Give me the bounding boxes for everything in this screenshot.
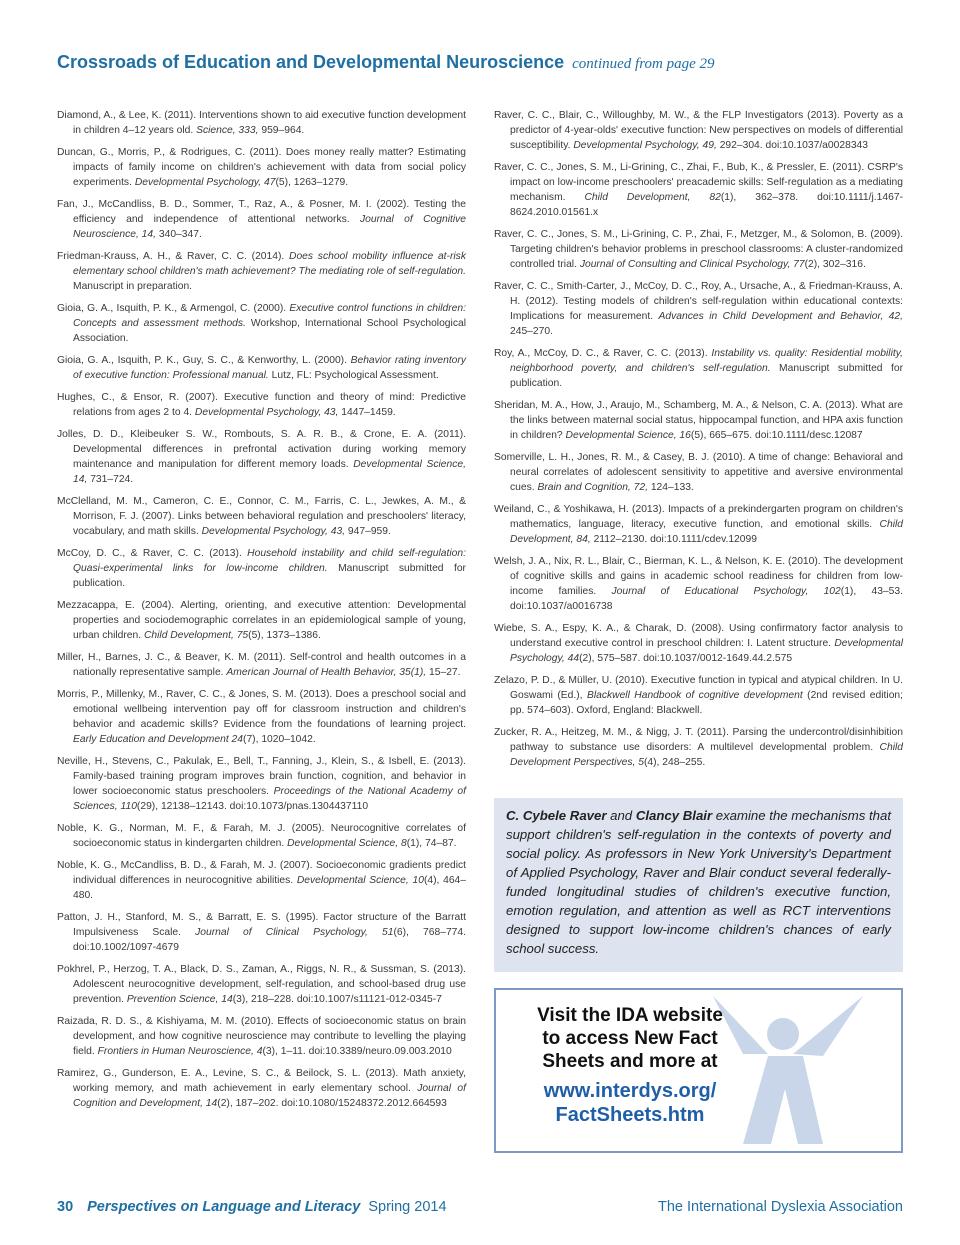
reference-entry xyxy=(57,1066,466,1111)
reference-text: Diamond, A., & Lee, K. (2011). Interventions shown to aid executive function development in children 4–12 years old. xyxy=(57,110,466,136)
reference-text: McClelland, M. M., Cameron, C. E., Connor, C. M., Farris, C. L., Jewkes, A. M., & Morrison, F. J. (2007). Links between behavioral regulation and preschoolers' literacy, vocabulary, and math skills. xyxy=(57,496,466,537)
reference-entry xyxy=(494,346,903,391)
ida-url[interactable] xyxy=(510,1079,750,1127)
reference-text: Noble, K. G., McCandliss, B. D., & Farah, M. J. (2007). Socioeconomic gradients predict individual differences in neurocognitive abilities. xyxy=(57,860,466,886)
ida-line-2: to access New Fact xyxy=(542,1028,718,1049)
reference-text: Raver, C. C., Jones, S. M., Li-Grining, C., Zhai, F., Bub, K., & Pressler, E. (2011). CSRP's impact on low-income preschoolers' preacademic skills: Self-regulation as a mediating mechanism. xyxy=(494,162,903,203)
ida-url-line-1[interactable]: www.interdys.org/ xyxy=(543,1080,717,1102)
reference-source: Developmental Science, 16 xyxy=(565,430,691,441)
reference-pages: (5), 665–675. doi:10.1111/desc.12087 xyxy=(690,430,863,441)
references-left-column xyxy=(57,108,466,1118)
reference-pages: (1), 362–378. doi:10.1111/j.1467-8624.2010.01561.x xyxy=(510,192,903,218)
reference-entry xyxy=(57,962,466,1007)
reference-text: Somerville, L. H., Jones, R. M., & Casey, B. J. (2010). A time of change: Behavioral and neural correlates of adolescent sensitivity to appetitive and aversive environmental cues. xyxy=(494,452,903,493)
continued-note: continued from page 29 xyxy=(572,56,715,72)
reference-source: Frontiers in Human Neuroscience, 4 xyxy=(97,1046,263,1057)
organization-name: The International Dyslexia Association xyxy=(657,1199,903,1215)
page-header xyxy=(57,52,714,73)
reference-pages: (7), 1020–1042. xyxy=(243,734,316,745)
reference-entry xyxy=(494,502,903,547)
reference-pages: Lutz, FL: Psychological Assessment. xyxy=(268,370,439,381)
reference-entry xyxy=(57,1014,466,1059)
reference-pages: (4), 464–480. xyxy=(73,875,467,901)
reference-entry xyxy=(57,301,466,346)
reference-pages: (2), 187–202. doi:10.1080/15248372.2012.664593 xyxy=(217,1098,447,1109)
reference-source: Executive control functions in children: Concepts and assessment methods. xyxy=(73,303,466,329)
reference-pages: (1), 43–53. doi:10.1037/a0016738 xyxy=(510,586,903,612)
reference-pages: (5), 1373–1386. xyxy=(248,630,321,641)
reference-text: Zelazo, P. D., & Müller, U. (2010). Executive function in typical and atypical children. In U. Goswami (Ed.), xyxy=(494,675,903,701)
reference-entry xyxy=(494,398,903,443)
reference-pages: (3), 1–11. doi:10.3389/neuro.09.003.2010 xyxy=(262,1046,452,1057)
reference-source: Journal of Cognition and Development, 14 xyxy=(73,1083,466,1109)
reference-source: Science, 333, xyxy=(196,125,259,136)
reference-pages: 340–347. xyxy=(156,229,202,240)
reference-pages: (2), 575–587. doi:10.1037/0012-1649.44.2.575 xyxy=(579,653,793,664)
reference-source: Child Development Perspectives, 5 xyxy=(510,742,903,768)
reference-source: Journal of Consulting and Clinical Psychology, 77 xyxy=(579,259,805,270)
reference-pages: Manuscript in preparation. xyxy=(73,281,193,292)
reference-source: Developmental Psychology, 43, xyxy=(194,407,339,418)
reference-pages: (2), 302–316. xyxy=(804,259,866,270)
author-name-1: C. Cybele Raver xyxy=(506,808,607,823)
reference-entry xyxy=(57,494,466,539)
reference-pages: 245–270. xyxy=(510,326,553,337)
reference-entry xyxy=(57,145,466,190)
reference-source: Does school mobility influence at-risk elementary school children's math achievement? The mediating role of self-regulation. xyxy=(73,251,466,277)
reference-source: Child Development, 82 xyxy=(584,192,721,203)
reference-source: Blackwell Handbook of cognitive development xyxy=(586,690,803,701)
reference-pages: (4), 248–255. xyxy=(643,757,706,768)
reference-source: American Journal of Health Behavior, 35(1), xyxy=(226,667,427,678)
reference-text: Miller, H., Barnes, J. C., & Beaver, K. M. (2011). Self-control and health outcomes in a nationally representative sample. xyxy=(57,652,466,678)
bio-and: and xyxy=(606,808,636,823)
references-right-column xyxy=(494,108,903,777)
reference-pages: 124–133. xyxy=(647,482,694,493)
reference-text: Morris, P., Millenky, M., Raver, C. C., & Jones, S. M. (2013). Does a preschool social and emotional wellbeing intervention pay off for classroom instruction and children's behavior and academic skills? Evidence from the foundations of learning project. xyxy=(57,689,466,730)
reference-source: Developmental Psychology, 47 xyxy=(134,177,276,188)
reference-pages: 15–27. xyxy=(426,667,461,678)
reference-entry xyxy=(57,390,466,420)
reference-pages: (1), 74–87. xyxy=(406,838,457,849)
reference-text: Duncan, G., Morris, P., & Rodrigues, C. (2011). Does money really matter? Estimating impacts of family income on children's achievement with data from social policy experiments. xyxy=(57,147,466,188)
reference-source: Developmental Science, 10 xyxy=(296,875,424,886)
reference-source: Journal of Cognitive Neuroscience, 14, xyxy=(73,214,466,240)
reference-source: Household instability and child self-regulation: Quasi-experimental links for low-income children. xyxy=(73,548,466,574)
reference-entry xyxy=(57,427,466,487)
reference-pages: (6), 768–774. doi:10.1002/1097-4679 xyxy=(73,927,466,953)
reference-source: Journal of Educational Psychology, 102 xyxy=(611,586,841,597)
reference-entry xyxy=(57,353,466,383)
reference-text: Jolles, D. D., Kleibeuker S. W., Rombouts, S. A. R. B., & Crone, E. A. (2011). Developmental differences in prefrontal activation during working memory maintenance and manipulation for different memory loads. xyxy=(57,429,466,470)
ida-line-3: Sheets and more at xyxy=(542,1051,718,1072)
reference-text: Gioia, G. A., Isquith, P. K., & Armengol, C. (2000). xyxy=(57,303,290,314)
reference-text: Friedman-Krauss, A. H., & Raver, C. C. (2014). xyxy=(57,251,290,262)
ida-line-1: Visit the IDA website xyxy=(537,1005,723,1026)
reference-entry xyxy=(494,450,903,495)
reference-source: Child Development, 84, xyxy=(510,519,903,545)
reference-pages: (29), 12138–12143. doi:10.1073/pnas.1304437110 xyxy=(136,801,369,812)
reference-text: Zucker, R. A., Heitzeg, M. M., & Nigg, J. T. (2011). Parsing the undercontrol/disinhibition pathway to substance use disorders: A multilevel developmental problem. xyxy=(494,727,903,753)
reference-text: Fan, J., McCandliss, B. D., Sommer, T., Raz, A., & Posner, M. I. (2002). Testing the efficiency and independence of attentional networks. xyxy=(57,199,466,225)
reference-pages: Workshop, International School Psychological Association. xyxy=(73,318,466,344)
reference-text: Raver, C. C., Smith-Carter, J., McCoy, D. C., Roy, A., Ursache, A., & Friedman-Krauss, A. H. (2012). Testing models of children's self-regulation within educational contexts: Implications for measurement. xyxy=(494,281,903,322)
reference-pages: 959–964. xyxy=(258,125,305,136)
ida-website-box xyxy=(494,988,903,1153)
reference-pages: (5), 1263–1279. xyxy=(275,177,349,188)
reference-source: Instability vs. quality: Residential mobility, neighborhood poverty, and children's self-regulation. xyxy=(510,348,903,374)
reference-source: Brain and Cognition, 72, xyxy=(537,482,648,493)
reference-entry xyxy=(57,687,466,747)
reference-entry xyxy=(57,754,466,814)
reference-pages: (3), 218–228. doi:10.1007/s11121-012-0345-7 xyxy=(232,994,442,1005)
reference-entry xyxy=(57,910,466,955)
ida-url-line-2[interactable]: FactSheets.htm xyxy=(555,1104,705,1126)
reference-entry xyxy=(494,621,903,666)
reference-entry xyxy=(494,554,903,614)
reference-text: Mezzacappa, E. (2004). Alerting, orienting, and executive attention: Developmental properties and sociodemographic correlates in an epidemiological sample of young, urban children. xyxy=(57,600,466,641)
reference-pages: 1447–1459. xyxy=(338,407,396,418)
reference-text: Sheridan, M. A., How, J., Araujo, M., Schamberg, M. A., & Nelson, C. A. (2013). What are the links between maternal social status, hippocampal function, and HPA axis function in children? xyxy=(494,400,903,441)
page-footer xyxy=(57,1199,903,1215)
issue-season: Spring 2014 xyxy=(368,1199,447,1215)
reference-source: Developmental Psychology, 49, xyxy=(573,140,717,151)
reference-source: Advances in Child Development and Behavior, 42, xyxy=(658,311,903,322)
reference-entry xyxy=(57,249,466,294)
reference-text: Welsh, J. A., Nix, R. L., Blair, C., Bierman, K. L., & Nelson, K. E. (2010). The development of cognitive skills and gains in academic school readiness for children from low-income families. xyxy=(494,556,903,597)
reference-text: Raizada, R. D. S., & Kishiyama, M. M. (2010). Effects of socioeconomic status on brain development, and how cognitive neuroscience may contribute to levelling the playing field. xyxy=(57,1016,466,1057)
reference-pages: Manuscript submitted for publication. xyxy=(73,563,466,589)
reference-text: Roy, A., McCoy, D. C., & Raver, C. C. (2013). xyxy=(494,348,712,359)
reference-entry xyxy=(494,108,903,153)
reference-pages: 947–959. xyxy=(345,526,391,537)
reference-source: Developmental Science, 14, xyxy=(73,459,466,485)
page-number: 30 xyxy=(57,1199,74,1215)
reference-text: Raver, C. C., Blair, C., Willoughby, M. W., & the FLP Investigators (2013). Poverty as a predictor of 4-year-olds' executive function: New perspectives on models of differential susceptibility. xyxy=(494,110,903,151)
reference-entry xyxy=(494,673,903,718)
reference-text: Patton, J. H., Stanford, M. S., & Barratt, E. S. (1995). Factor structure of the Barratt Impulsiveness Scale. xyxy=(57,912,466,938)
reference-source: Early Education and Development 24 xyxy=(73,734,244,745)
reference-entry xyxy=(57,197,466,242)
reference-source: Proceedings of the National Academy of Sciences, 110 xyxy=(73,786,466,812)
reference-entry xyxy=(57,650,466,680)
reference-entry xyxy=(57,108,466,138)
reference-source: Developmental Psychology, 44 xyxy=(510,638,903,664)
reference-source: Developmental Psychology, 43, xyxy=(201,526,346,537)
reference-entry xyxy=(494,725,903,770)
reference-pages: 2112–2130. doi:10.1111/cdev.12099 xyxy=(590,534,757,545)
reference-text: Ramirez, G., Gunderson, E. A., Levine, S. C., & Beilock, S. L. (2013). Math anxiety, working memory, and math achievement in early elementary school. xyxy=(57,1068,466,1094)
reference-source: Behavior rating inventory of executive function: Professional manual. xyxy=(73,355,466,381)
reference-text: Raver, C. C., Jones, S. M., Li-Grining, C. P., Zhai, F., Metzger, M., & Solomon, B. (2009). Targeting children's behavior problems in preschool classrooms: A cluster-randomized controlled trial. xyxy=(494,229,903,270)
reference-pages: 731–724. xyxy=(87,474,134,485)
reference-pages: (2nd revised edition; pp. 574–603). Oxford, England: Blackwell. xyxy=(510,690,904,716)
reference-entry xyxy=(57,546,466,591)
section-title: Crossroads of Education and Developmental Neuroscience xyxy=(57,52,565,72)
reference-pages: Manuscript submitted for publication. xyxy=(510,363,903,389)
reference-text: Noble, K. G., Norman, M. F., & Farah, M. J. (2005). Neurocognitive correlates of socioeconomic status in kindergarten children. xyxy=(57,823,466,849)
reference-pages: 292–304. doi:10.1037/a0028343 xyxy=(716,140,868,151)
bio-text: examine the mechanisms that support children's self-regulation in the contexts of poverty and social policy. As professors in New York University's Department of Applied Psychology, Raver and Blair conduct several federally-funded longitudinal studies of children's executive function, emotion regulation, and attention as well as RCT interventions designed to support low-income children's chances of early school success. xyxy=(506,808,891,956)
reference-text: Weiland, C., & Yoshikawa, H. (2013). Impacts of a prekindergarten program on children's mathematics, language, literacy, executive function, and emotional skills. xyxy=(494,504,903,530)
reference-source: Developmental Science, 8 xyxy=(287,838,407,849)
reference-text: McCoy, D. C., & Raver, C. C. (2013). xyxy=(57,548,248,559)
reference-source: Journal of Clinical Psychology, 51 xyxy=(195,927,394,938)
reference-text: Pokhrel, P., Herzog, T. A., Black, D. S., Zaman, A., Riggs, N. R., & Sussman, S. (2013). Adolescent neurocognitive development, self-regulation, and school-based drug use prevention. xyxy=(57,964,466,1005)
reference-text: Hughes, C., & Ensor, R. (2007). Executive function and theory of mind: Predictive relations from ages 2 to 4. xyxy=(57,392,466,418)
reference-entry xyxy=(57,821,466,851)
ida-text xyxy=(510,1004,750,1127)
author-name-2: Clancy Blair xyxy=(635,808,713,823)
reference-text: Wiebe, S. A., Espy, K. A., & Charak, D. (2008). Using confirmatory factor analysis to understand executive control in preschool children: I. Latent structure. xyxy=(494,623,903,649)
reference-source: Prevention Science, 14 xyxy=(126,994,233,1005)
reference-text: Neville, H., Stevens, C., Pakulak, E., Bell, T., Fanning, J., Klein, S., & Isbell, E. (2013). Family-based training program improves brain function, cognition, and behavior in lower socioeconomic status preschoolers. xyxy=(57,756,466,797)
reference-text: Gioia, G. A., Isquith, P. K., Guy, S. C., & Kenworthy, L. (2000). xyxy=(57,355,351,366)
reference-entry xyxy=(57,598,466,643)
reference-entry xyxy=(57,858,466,903)
reference-entry xyxy=(494,279,903,339)
reference-entry xyxy=(494,227,903,272)
reference-entry xyxy=(494,160,903,220)
reference-source: Child Development, 75 xyxy=(143,630,249,641)
journal-name: Perspectives on Language and Literacy xyxy=(87,1199,361,1215)
author-bio-box xyxy=(494,798,903,972)
